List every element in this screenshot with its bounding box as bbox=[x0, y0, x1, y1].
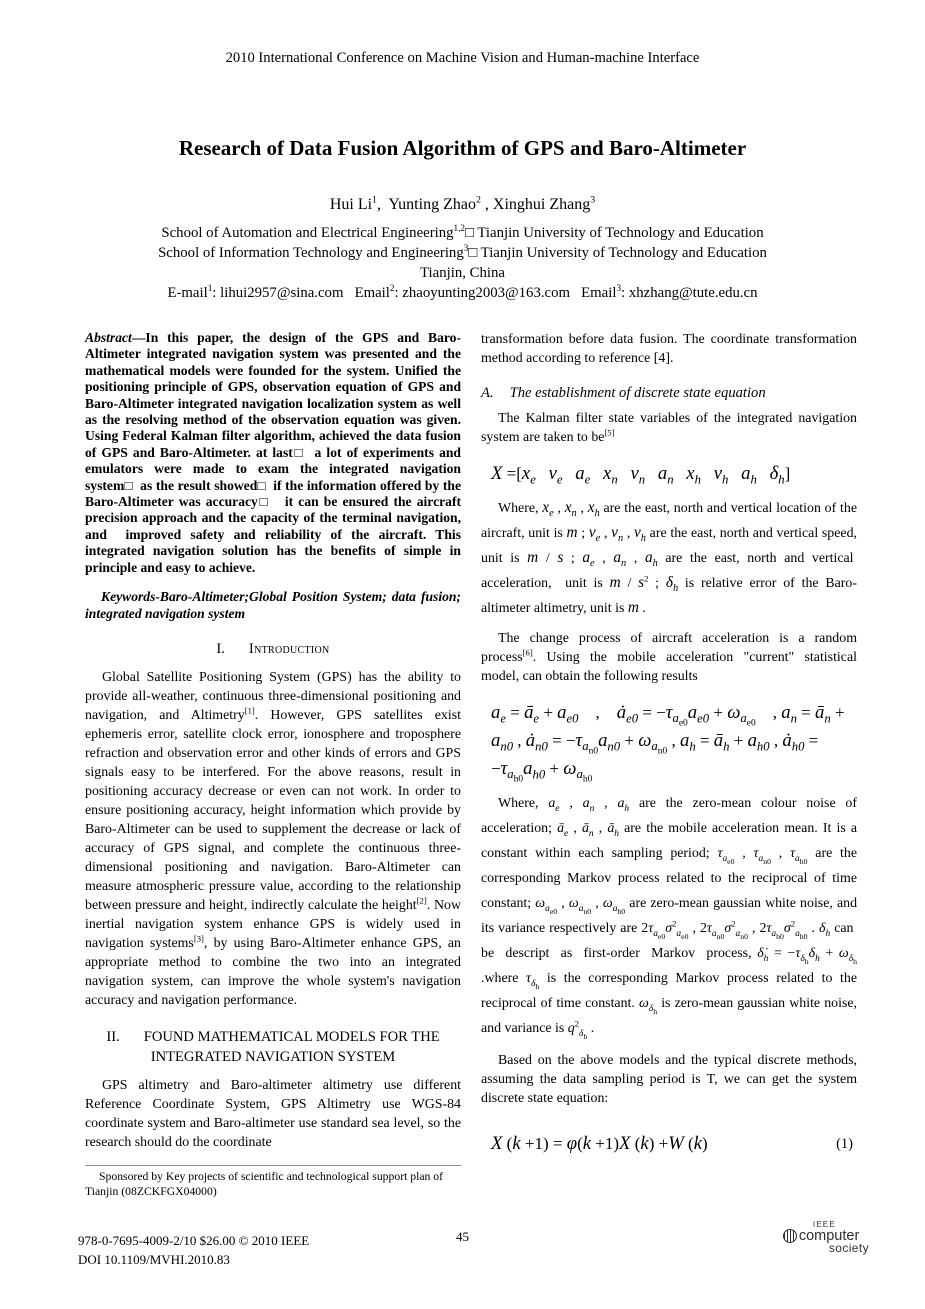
state-vector-equation: $X =[x_e$ $v_e$ $a_e$ $x_n$ $v_n$ $a_n$ $x_h$ $v_h$ $a_h$ $\delta_h$] bbox=[491, 463, 791, 487]
sponsor-footnote: Sponsored by Key projects of scientific and technological support plan of Tianjin (08ZCKFGX04000) bbox=[85, 1165, 461, 1199]
page-number: 45 bbox=[456, 1229, 469, 1244]
author-location: Tianjin, China bbox=[420, 265, 505, 281]
author-block bbox=[0, 196, 925, 303]
equation-1-body: X (k +1) = φ(k +1)X (k) +W (k) bbox=[491, 1133, 708, 1154]
ieee-logo-text: IEEE bbox=[812, 1220, 836, 1229]
globe-icon bbox=[783, 1229, 797, 1243]
left-column bbox=[85, 330, 461, 1199]
section-1-heading bbox=[85, 639, 461, 659]
equation-1-number: (1) bbox=[836, 1136, 853, 1152]
paper-title: Research of Data Fusion Algorithm of GPS and Baro-Altimeter bbox=[178, 136, 747, 160]
kalman-paragraph: The Kalman filter state variables of the integrated navigation system are taken to be[5] bbox=[481, 411, 857, 445]
author-names: Hui Li$^1$, Yunting Zhao$^2$ , Xinghui Zhang$^3$ bbox=[329, 194, 596, 213]
where-paragraph-2: Where, $a_e$ , $a_n$ , $a_h$ are the zero-mean colour noise of acceleration; $ā_e$ , $ā_n$ , $ā_h$ are the mobile acceleration mean. It is a constant within each sampling period; $\tau_{a_{e0}}$ , $\tau_{a_{n0}}$ , $\tau_{a_{h0}}$ are the corresponding Markov process related to the reciprocal of time constant; $\omega_{a_{e0}}$ , $\omega_{a_{n0}}$ , $\omega_{a_{h0}}$ are zero-mean gaussian white noise, and its variance respectively are $2\tau_{a_{e0}}\sigma^2_{a_{e0}}$ , $2\tau_{a_{n0}}\sigma^2_{a_{n0}}$ , $2\tau_{a_{h0}}\sigma^2_{a_{h0}}$ . $\delta_h$ can be descript as first-order Markov process, $\deltȧ_h = -\tau_{\delta_h}\delta_h + \omega_{\delta_h}$ .where $\tau_{\delta_h}$ is the corresponding Markov process related to the reciprocal of time constant. $\omega_{\delta_h}$ is zero-mean gaussian white noise, and variance is $q^2_{\delta_h}$ . bbox=[481, 796, 858, 1041]
right-column bbox=[481, 330, 857, 1199]
section-2-title: FOUND MATHEMATICAL MODELS FOR THE INTEGRATED NAVIGATION SYSTEM bbox=[143, 1028, 440, 1065]
introduction-paragraph: Global Satellite Positioning System (GPS) has the ability to provide all-weather, continuous three-dimensional positioning and navigation, and Altimetry[1]. However, GPS satellites exist ephemeris error, satellite clock error, ionosphere and troposphere refraction and observation error and other kinds of errors and GPS signals easy to be interfered. For the above reasons, result in positioning accuracy decrease or even can not work. In order to ensure positioning accuracy, height information which provide by Baro-Altimeter can be used to supplement the decrease or lack of accuracy of GPS signal, and complete the continuous three-dimensional positioning and navigation. Baro-Altimeter can measure atmospheric pressure value, according to the relationship between pressure and height, indirectly calculate the height[2]. Now inertial navigation system enhance GPS is widely used in navigation systems[3], by using Baro-Altimeter enhance GPS, an appropriate method to combine the two into an integrated navigation system, can improve the whole system's navigation accuracy and navigation performance. bbox=[85, 669, 461, 1008]
section-1-number: I. bbox=[216, 640, 225, 657]
abstract-paragraph: Abstract—In this paper, the design of the GPS and Baro-Altimeter integrated navigation system was presented and the mathematical models were founded for the system. Unified the positioning principle of GPS, observation equation of GPS and Baro-Altimeter integrated navigation localization system as well as the resolving method of the observation equation was given. Using Federal Kalman filter algorithm, achieved the data fusion of GPS and Baro-Altimeter. at last□ a lot of experiments and emulators were made to exam the integrated navigation system□ as the result showed□ if the information offered by the Baro-Altimeter was accuracy□ it can be ensured the aircraft precision approach and the capacity of the terminal navigation, and improved safety and reliability of the aircraft. This integrated navigation solution has the benefits of simple in principle and easy to achieve. bbox=[85, 330, 461, 575]
subsection-a-heading bbox=[481, 385, 857, 402]
section-2-heading bbox=[85, 1027, 461, 1067]
subsection-a-title: The establishment of discrete state equation bbox=[509, 385, 766, 401]
conference-header: 2010 International Conference on Machine Vision and Human-machine Interface bbox=[225, 50, 700, 66]
acceleration-equations: $a_e$ = $ā_e + a_{e0}$ , $ȧ_{e0} = -\tau_{a_{e0}}a_{e0} + \omega_{a_{e0}}$ , $a_n$ = $ā_n + a_{n0}$ , $ȧ_{n0} = -\tau_{a_{n0}}a_{n0} + \omega_{a_{n0}}$ , $a_h$ = $ā_h + a_{h0}$ , $ȧ_{h0} = -\tau_{a_{h0}}a_{h0} + \omega_{a_{h0}}$ bbox=[491, 702, 845, 785]
where-paragraph-1: Where, $x_e$ , $x_n$ , $x_h$ are the east, north and vertical location of the aircraft, unit is m ; $v_e$ , $v_n$ , $v_h$ are the east, north and vertical speed, unit is m / s ; $a_e$ , $a_n$ , $a_h$ are the east, north and vertical acceleration, unit is m / $s^2$ ; $\delta_h$ is relative error of the Baro-altimeter altimetry, unit is m . bbox=[481, 499, 858, 616]
footer-doi: DOI 10.1109/MVHI.2010.83 bbox=[78, 1252, 230, 1267]
keywords-paragraph: Keywords-Baro-Altimeter;Global Position System; data fusion; integrated navigation system bbox=[85, 589, 461, 621]
author-emails: E-mail$^1$: lihui2957@sina.com Email$^2$: zhaoyunting2003@163.com Email$^3$: xhzhang@tute.edu.cn bbox=[167, 283, 758, 301]
subsection-a-number: A. bbox=[481, 385, 494, 401]
section-1-title: Introduction bbox=[248, 640, 330, 657]
models-paragraph: GPS altimetry and Baro-altimeter altimetry use different Reference Coordinate System, GPS Altimetry use WGS-84 coordinate system and Baro-altimeter use standard sea level, so the research should do the coordinate bbox=[85, 1077, 461, 1150]
continuation-paragraph: transformation before data fusion. The coordinate transformation method according to reference [4]. bbox=[481, 332, 857, 366]
affiliation-1: School of Automation and Electrical Engineering$^{1,2}$□ Tianjin University of Technology and Education bbox=[161, 223, 764, 241]
two-column-body bbox=[85, 330, 857, 1199]
change-process-paragraph: The change process of aircraft acceleration is a random process[6]. Using the mobile acceleration "current" statistical model, can obtain the following results bbox=[481, 631, 857, 684]
society-logo-text: society bbox=[828, 1241, 869, 1255]
ieee-cs-logo bbox=[783, 1220, 869, 1254]
section-2-number: II. bbox=[106, 1028, 120, 1045]
footer-copyright: 978-0-7695-4009-2/10 $26.00 © 2010 IEEE bbox=[78, 1233, 310, 1248]
affiliation-2: School of Information Technology and Engineering$^3$□ Tianjin University of Technology and Education bbox=[158, 243, 767, 261]
discrete-state-equation bbox=[491, 1130, 857, 1158]
discrete-methods-paragraph: Based on the above models and the typical discrete methods, assuming the data sampling period is T, we can get the system discrete state equation: bbox=[481, 1053, 857, 1106]
computer-logo-text: computer bbox=[798, 1227, 860, 1244]
